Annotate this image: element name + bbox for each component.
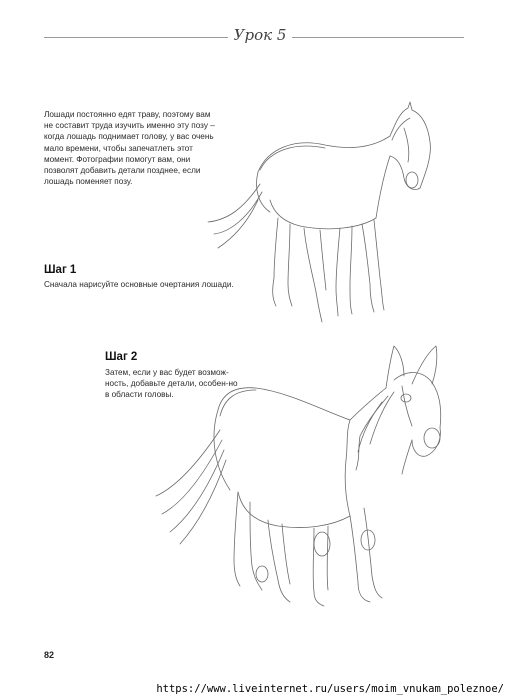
step1-title: Шаг 1 bbox=[44, 264, 77, 276]
step2-title: Шаг 2 bbox=[105, 351, 138, 363]
lesson-label: Урок 5 bbox=[233, 26, 287, 44]
source-url[interactable]: https://www.liveinternet.ru/users/moim_vnukam_poleznoe/ bbox=[156, 683, 504, 695]
header-rule-right bbox=[292, 37, 464, 38]
page-number: 82 bbox=[44, 650, 55, 660]
horse-sketch-step1 bbox=[200, 100, 450, 330]
intro-text: Лошади постоянно едят траву, поэтому вам не составит труда изучить именно эту позу – когда лошадь поднимает голову, у вас очень мало времени, чтобы запечатлеть этот момент. Фотографии помогут вам, они позволят добавить детали позднее, если лошадь поменяет позу. bbox=[44, 110, 215, 187]
horse-sketch-step2 bbox=[150, 340, 450, 610]
source-footer bbox=[0, 679, 508, 699]
step2-text: Затем, если у вас будет возмож-ность, добавьте детали, особен-но в области головы. bbox=[105, 368, 238, 400]
step1-text: Сначала нарисуйте основные очертания лошади. bbox=[44, 280, 234, 289]
header-rule-left bbox=[44, 37, 228, 38]
